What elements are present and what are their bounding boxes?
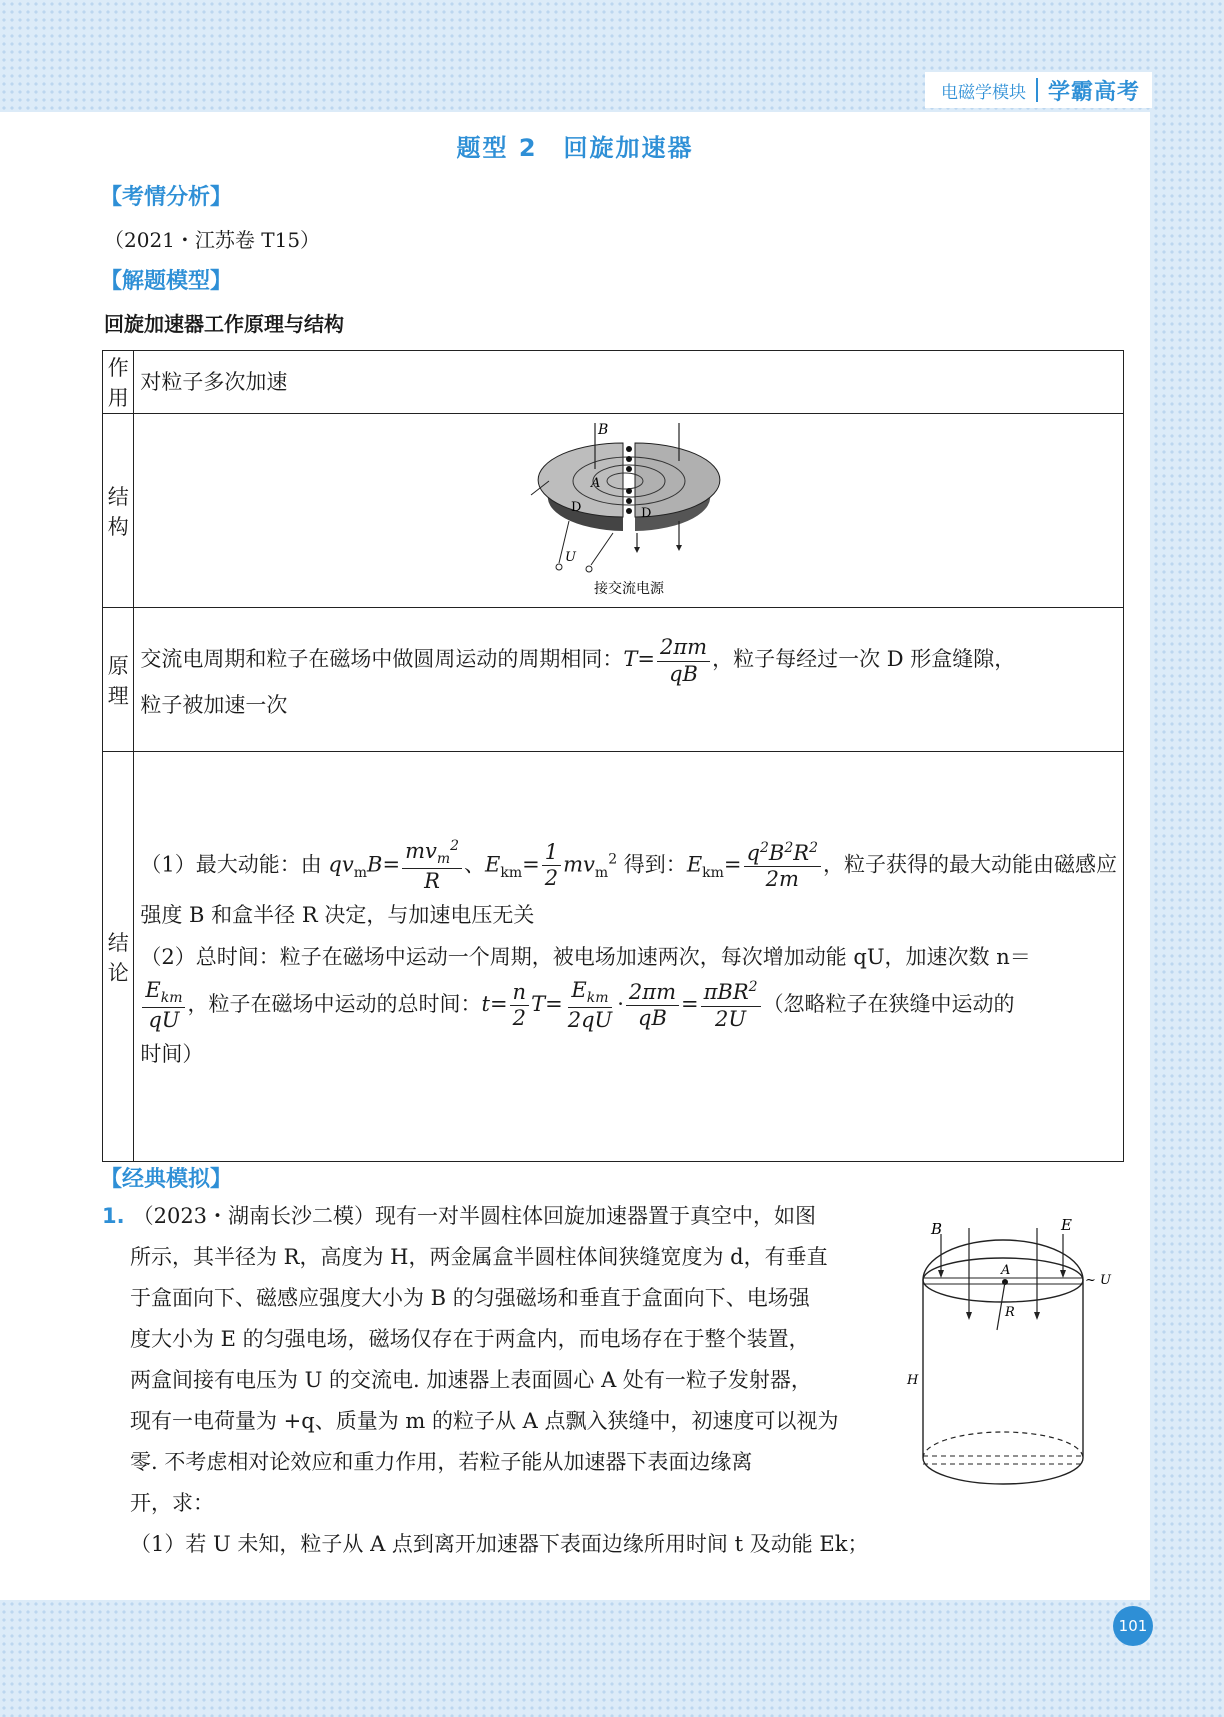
function-text: 对粒子多次加速	[134, 351, 1124, 414]
label-u: U	[564, 549, 576, 565]
question-line: 现有一电荷量为 +q、质量为 m 的粒子从 A 点飘入狭缝中，初速度可以视为	[130, 1409, 839, 1433]
fraction-den: qB	[669, 661, 698, 686]
conclusion-cell	[134, 752, 1124, 1162]
question-line: （1）若 U 未知，粒子从 A 点到离开加速器下表面边缘所用时间 t 及动能 Ek；	[130, 1532, 869, 1556]
row-head-function: 作用	[103, 351, 134, 414]
terminal-2	[586, 566, 592, 572]
question-line: 两盒间接有电压为 U 的交流电. 加速器上表面圆心 A 处有一粒子发射器，	[130, 1368, 812, 1392]
bottom-back	[923, 1432, 1083, 1458]
conclusion-text-1a: （1）最大动能：由	[140, 852, 329, 877]
bottom-front	[923, 1458, 1083, 1484]
gap-particles	[626, 446, 632, 514]
heading-analysis: 【考情分析】	[100, 185, 233, 210]
row-head-structure: 结构	[103, 414, 134, 608]
principle-text-1: 交流电周期和粒子在磁场中做圆周运动的周期相同：	[140, 647, 624, 672]
header-divider	[1036, 78, 1038, 102]
terminal-1	[556, 564, 562, 570]
question-line: 所示，其半径为 R，高度为 H，两金属盒半圆柱体间狭缝宽度为 d，有垂直	[130, 1245, 828, 1269]
wire-2	[591, 533, 613, 565]
question-line: 零. 不考虑相对论效应和重力作用，若粒子能从加速器下表面边缘离	[130, 1450, 753, 1474]
period-fraction	[657, 635, 710, 686]
question-number: 1.	[102, 1204, 125, 1228]
header-tag	[925, 72, 1152, 108]
label-b: B	[597, 421, 608, 438]
conclusion-text-2b: ，粒子在磁场中运动的总时间：	[187, 992, 482, 1017]
question-1	[102, 1196, 902, 1565]
label-h: H	[907, 1373, 919, 1388]
heading-model: 【解题模型】	[100, 269, 233, 294]
source-citation: （2021・江苏卷 T15）	[104, 228, 321, 252]
row-head-conclusion: 结论	[103, 752, 134, 1162]
principle-text-2: ，粒子每经过一次 D 形盒缝隙，	[712, 647, 1016, 672]
label-r: R	[1005, 1305, 1015, 1320]
section-title: 题型 2 回旋加速器	[456, 134, 694, 162]
label-ac-source: 接交流电源	[593, 580, 664, 597]
heading-classic: 【经典模拟】	[100, 1167, 233, 1192]
conclusion-line-2: 强度 B 和盒半径 R 决定，与加速电压无关	[140, 903, 535, 927]
label-a: A	[1001, 1263, 1011, 1278]
question-line: 1. （2023・湖南长沙二模）现有一对半圆柱体回旋加速器置于真空中，如图	[102, 1204, 817, 1228]
label-u: ~ U	[1085, 1273, 1111, 1288]
structure-cell	[134, 414, 1124, 608]
question-line: 开，求：	[130, 1491, 214, 1515]
conclusion-text-1b: ，粒子获得的最大动能由磁感应	[823, 852, 1117, 877]
label-d2: D	[640, 505, 652, 521]
arrow-head	[634, 547, 640, 553]
row-conclusion	[103, 752, 1124, 1162]
radius-line	[997, 1282, 1005, 1330]
label-b: B	[931, 1220, 943, 1238]
conclusion-line-3: （2）总时间：粒子在磁场中运动一个周期，被电场加速两次，每次增加动能 qU，加速次数 n＝	[140, 945, 1031, 969]
row-principle	[103, 608, 1124, 752]
row-structure	[103, 414, 1124, 608]
row-function	[103, 351, 1124, 414]
module-label: 电磁学模块	[940, 82, 1026, 103]
conclusion-line-1: （1）最大动能：由 $qv_mB=$ $\frac{mv_m^2}{R}$ 、$E_{km}=$ $\frac{1}{2}$ $mv_m^2$ 得到：$E_{km}=$ $\frac{q^2B^2R^2}{2m}$ ，粒子获得的最大动能由磁感应	[140, 837, 1117, 893]
fraction-num: 2πm	[657, 635, 710, 661]
conclusion-line-4: $\frac{E_{km}}{qU}$ ，粒子在磁场中运动的总时间：t= $\frac{n}{2}$ T= $\frac{E_{km}}{2qU}$ · $\frac{2\pi m}{qB}$ = $\frac{\pi BR^2}{2U}$ （忽略粒子在狭缝中运动的	[140, 978, 1117, 1033]
model-table	[102, 350, 1124, 1162]
principle-line-2: 粒子被加速一次	[140, 692, 288, 717]
cylinder-figure	[905, 1218, 1115, 1518]
page-number: 101	[1113, 1606, 1153, 1646]
label-e: E	[1061, 1218, 1072, 1234]
conclusion-text-2c: （忽略粒子在狭缝中运动的	[762, 992, 1015, 1017]
cyclotron-diagram	[529, 421, 729, 601]
principle-cell	[134, 608, 1124, 752]
row-head-principle: 原理	[103, 608, 134, 752]
question-line: 于盒面向下、磁感应强度大小为 B 的匀强磁场和垂直于盒面向下、电场强	[130, 1286, 810, 1310]
principle-line-1	[140, 635, 1117, 686]
label-d1: D	[570, 499, 582, 515]
equals-sign: =	[637, 647, 655, 672]
label-a: A	[590, 475, 601, 491]
subhead: 回旋加速器工作原理与结构	[104, 312, 344, 336]
brand-logo: 学霸高考	[1047, 79, 1140, 105]
arrow-head	[676, 545, 682, 551]
period-symbol: T	[623, 647, 638, 672]
conclusion-line-5: 时间）	[140, 1042, 204, 1067]
question-line: 度大小为 E 的匀强电场，磁场仅存在于两盒内，而电场存在于整个装置，	[130, 1327, 810, 1351]
